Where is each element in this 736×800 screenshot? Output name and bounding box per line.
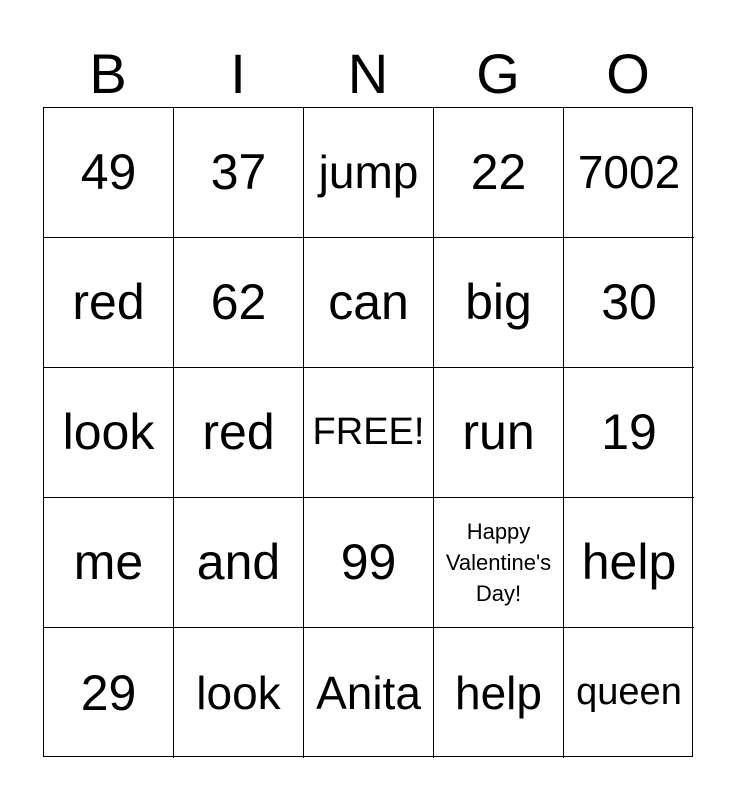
bingo-cell: 99 xyxy=(304,498,434,628)
bingo-cell: 22 xyxy=(434,108,564,238)
bingo-cell: 29 xyxy=(44,628,174,758)
bingo-cell: queen xyxy=(576,671,682,714)
bingo-cell: help xyxy=(434,628,564,758)
bingo-cell: and xyxy=(174,498,304,628)
bingo-cell: 30 xyxy=(564,238,694,368)
bingo-cell: 7002 xyxy=(564,108,694,238)
header-letter-i: I xyxy=(230,42,246,105)
header-letter-o: O xyxy=(606,42,650,105)
bingo-header xyxy=(43,40,693,108)
bingo-cell: Happy Valentine's Day! xyxy=(434,498,564,628)
bingo-cell: help xyxy=(564,498,694,628)
bingo-board xyxy=(43,107,693,757)
bingo-cell: Anita xyxy=(304,628,434,758)
header-letter-b: B xyxy=(89,42,127,105)
bingo-cell: red xyxy=(174,368,304,498)
bingo-cell: can xyxy=(304,238,434,368)
bingo-cell: look xyxy=(44,368,174,498)
bingo-cell: big xyxy=(434,238,564,368)
bingo-cell: 19 xyxy=(564,368,694,498)
header-letter-n: N xyxy=(347,42,389,105)
bingo-cell: red xyxy=(44,238,174,368)
bingo-cell: jump xyxy=(304,108,434,238)
bingo-cell: look xyxy=(174,628,304,758)
bingo-cell: 49 xyxy=(44,108,174,238)
header-letter-g: G xyxy=(476,42,520,105)
free-space-cell: FREE! xyxy=(304,368,434,498)
bingo-cell: 62 xyxy=(174,238,304,368)
bingo-cell: run xyxy=(434,368,564,498)
bingo-cell: me xyxy=(44,498,174,628)
bingo-cell: 37 xyxy=(174,108,304,238)
